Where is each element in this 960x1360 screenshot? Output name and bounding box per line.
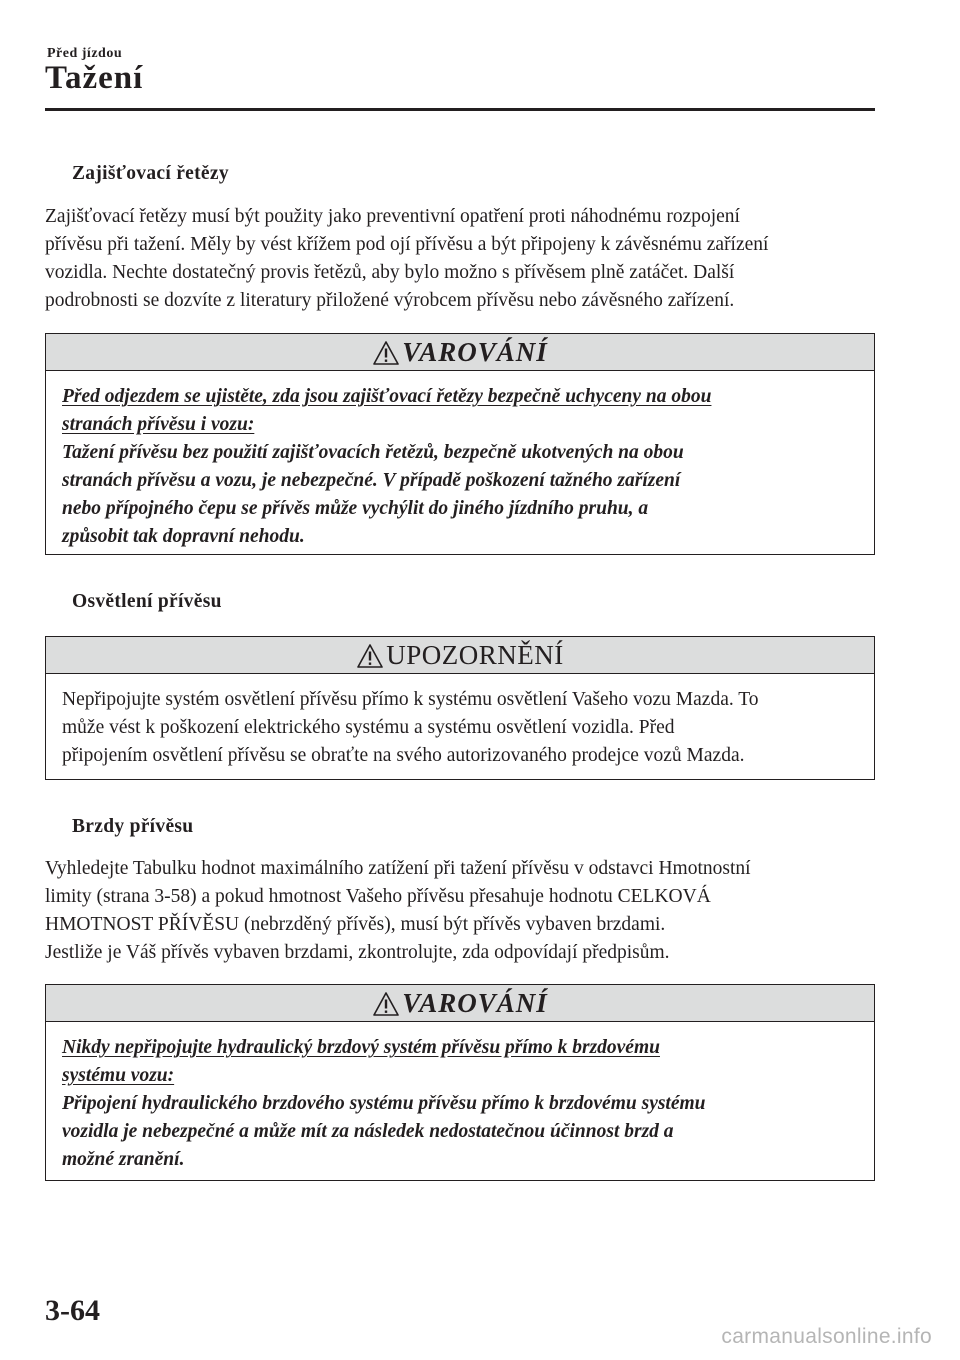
caution-box-header xyxy=(46,637,874,674)
caution-title: UPOZORNĚNÍ xyxy=(386,640,564,670)
warning-triangle-icon xyxy=(372,340,400,366)
warning-box-body xyxy=(46,371,874,565)
warning-title: VAROVÁNÍ xyxy=(402,988,548,1018)
caution-text-line: Nepřipojujte systém osvětlení přívěsu přímo k systému osvětlení Vašeho vozu Mazda. To xyxy=(62,689,759,710)
warning-box-header xyxy=(46,985,874,1022)
paragraph-line: podrobnosti se dozvíte z literatury přiložené výrobcem přívěsu nebo závěsného zařízení. xyxy=(45,290,735,311)
warning-box-body xyxy=(46,1022,874,1188)
warning-text-line: Tažení přívěsu bez použití zajišťovacích řetězů, bezpečně ukotvených na obou xyxy=(62,442,684,463)
warning-box-safety-chains xyxy=(45,333,875,555)
warning-text-line: Připojení hydraulického brzdového systému přívěsu přímo k brzdovému systému xyxy=(62,1093,706,1114)
warning-text-line: nebo přípojného čepu se přívěs může vychýlit do jiného jízdního pruhu, a xyxy=(62,498,649,519)
paragraph-line: HMOTNOST PŘÍVĚSU (nebrzděný přívěs), musí být přívěs vybaven brzdami. xyxy=(45,914,666,935)
caution-box-body xyxy=(46,674,874,784)
warning-lead-line: systému vozu: xyxy=(62,1065,175,1086)
paragraph-line: Zajišťovací řetězy musí být použity jako preventivní opatření proti náhodnému rozpojení xyxy=(45,206,740,227)
paragraph-line: vozidla. Nechte dostatečný provis řetězů, aby bylo možno s přívěsem plně zatáčet. Další xyxy=(45,262,735,283)
warning-lead-line: Nikdy nepřipojujte hydraulický brzdový systém přívěsu přímo k brzdovému xyxy=(62,1037,660,1058)
warning-text-line: způsobit tak dopravní nehodu. xyxy=(62,526,305,547)
caution-text-line: může vést k poškození elektrického systému a systému osvětlení vozidla. Před xyxy=(62,717,675,738)
trailer-lights-heading: Osvětlení přívěsu xyxy=(72,591,222,612)
paragraph-line: limity (strana 3-58) a pokud hmotnost Vašeho přívěsu přesahuje hodnotu CELKOVÁ xyxy=(45,886,711,907)
warning-triangle-icon xyxy=(372,991,400,1017)
safety-chains-paragraph xyxy=(45,203,875,315)
paragraph-line: přívěsu při tažení. Měly by vést křížem pod ojí přívěsu a být připojeny k závěsnému zařízení xyxy=(45,234,769,255)
warning-lead-line: Před odjezdem se ujistěte, zda jsou zajišťovací řetězy bezpečně uchyceny na obou xyxy=(62,386,712,407)
safety-chains-heading: Zajišťovací řetězy xyxy=(72,163,229,184)
paragraph-line: Jestliže je Váš přívěs vybaven brzdami, zkontrolujte, zda odpovídají předpisům. xyxy=(45,942,670,963)
warning-text-line: vozidla je nebezpečné a může mít za následek nedostatečnou účinnost brzd a xyxy=(62,1121,674,1142)
page-number: 3-64 xyxy=(45,1294,100,1327)
trailer-brakes-paragraph xyxy=(45,855,875,967)
section-label: Před jízdou xyxy=(47,46,123,61)
caution-text-line: připojením osvětlení přívěsu se obraťte na svého autorizovaného prodejce vozů Mazda. xyxy=(62,745,745,766)
header-divider xyxy=(45,108,875,111)
watermark: carmanualsonline.info xyxy=(721,1325,932,1348)
warning-text-line: stranách přívěsu a vozu, je nebezpečné. V případě poškození tažného zařízení xyxy=(62,470,681,491)
paragraph-line: Vyhledejte Tabulku hodnot maximálního zatížení při tažení přívěsu v odstavci Hmotnostní xyxy=(45,858,751,879)
warning-box-header xyxy=(46,334,874,371)
warning-triangle-icon xyxy=(356,643,384,669)
warning-lead-line: stranách přívěsu i vozu: xyxy=(62,414,255,435)
page-title: Tažení xyxy=(45,60,144,96)
warning-title: VAROVÁNÍ xyxy=(402,337,548,367)
caution-box-trailer-lights xyxy=(45,636,875,780)
warning-box-trailer-brakes xyxy=(45,984,875,1181)
warning-text-line: možné zranění. xyxy=(62,1149,185,1170)
trailer-brakes-heading: Brzdy přívěsu xyxy=(72,816,194,837)
